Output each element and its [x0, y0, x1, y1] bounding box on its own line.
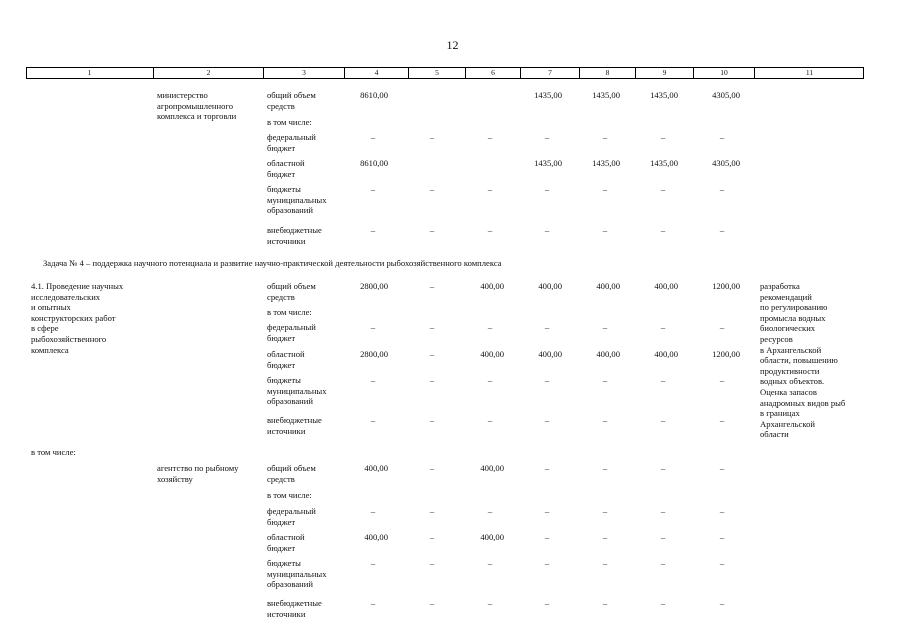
cell-c10: 1200,00	[712, 281, 740, 291]
cell-c9: 1435,00	[650, 90, 678, 100]
cell-c8: 400,00	[596, 281, 620, 291]
cell-c8: –	[602, 532, 608, 542]
measure-name: рыбохозяйственного	[31, 334, 107, 344]
measure-name: конструкторских работ	[31, 312, 116, 323]
cell-c10: –	[719, 184, 725, 194]
expected-result: Оценка запасов	[760, 387, 817, 397]
cell-c8: –	[602, 375, 608, 385]
task-title: Задача № 4 – поддержка научного потенциала и развитие научно-практической деятельности рыбохозяйственного комплекса	[43, 258, 502, 268]
executor-name: хозяйству	[157, 473, 193, 484]
measure-name: исследовательских	[31, 291, 101, 302]
cell-c7: –	[544, 463, 550, 473]
cell-c9: 1435,00	[650, 158, 678, 168]
expected-result: продуктивности	[760, 365, 820, 376]
funding-source-label: бюджеты	[267, 375, 301, 385]
funding-source-label: муниципальных	[267, 385, 327, 396]
funding-source-label: федеральный	[267, 506, 316, 516]
funding-source-label: муниципальных	[267, 194, 327, 205]
cell-c7: –	[544, 598, 550, 608]
header-col-3: 3	[263, 68, 344, 78]
cell-c10: 1200,00	[712, 349, 740, 359]
funding-source-label: источники	[267, 425, 306, 436]
cell-c9: 400,00	[654, 349, 678, 359]
header-col-10: 10	[693, 68, 754, 78]
expected-result: по регулированию	[760, 302, 828, 313]
cell-c7: –	[544, 132, 550, 142]
cell-c10: –	[719, 598, 725, 608]
funding-source-label: областной	[267, 158, 305, 168]
expected-result: области	[760, 429, 789, 440]
funding-source-label: муниципальных	[267, 568, 327, 579]
cell-c8: –	[602, 184, 608, 194]
cell-c9: –	[660, 506, 666, 516]
cell-c8: –	[602, 132, 608, 142]
cell-c7: –	[544, 532, 550, 542]
cell-c4: 8610,00	[360, 158, 388, 168]
cell-c4: 2800,00	[360, 281, 388, 291]
expected-result: рекомендаций	[760, 291, 812, 302]
cell-c7: –	[544, 322, 550, 332]
header-col-8: 8	[579, 68, 635, 78]
funding-source-label: внебюджетные	[267, 415, 322, 425]
cell-c6: –	[487, 322, 493, 332]
funding-source-label: в том числе:	[267, 490, 312, 500]
cell-c9: –	[660, 322, 666, 332]
measure-name: 4.1. Проведение научных	[31, 281, 124, 291]
expected-result: ресурсов	[760, 334, 793, 344]
cell-c4: 400,00	[364, 463, 388, 473]
cell-c7: 1435,00	[534, 158, 562, 168]
cell-c6: 400,00	[480, 349, 504, 359]
cell-c5: –	[429, 375, 435, 385]
cell-c6: –	[487, 132, 493, 142]
cell-c4: –	[370, 132, 376, 142]
funding-source-label: бюджеты	[267, 558, 301, 568]
cell-c8: –	[602, 598, 608, 608]
cell-c5: –	[429, 506, 435, 516]
expected-result: области, повышению	[760, 355, 838, 366]
funding-source-label: источники	[267, 235, 306, 246]
cell-c9: –	[660, 463, 666, 473]
cell-c5: –	[429, 349, 435, 359]
cell-c9: –	[660, 558, 666, 568]
cell-c9: –	[660, 375, 666, 385]
cell-c6: 400,00	[480, 463, 504, 473]
cell-c5: –	[429, 415, 435, 425]
funding-source-label: бюджеты	[267, 184, 301, 194]
funding-source-label: областной	[267, 532, 305, 542]
cell-c8: –	[602, 463, 608, 473]
funding-source-label: внебюджетные	[267, 225, 322, 235]
funding-source-label: федеральный	[267, 132, 316, 142]
cell-c9: –	[660, 184, 666, 194]
funding-source-label: бюджет	[267, 168, 296, 179]
cell-c10: –	[719, 506, 725, 516]
cell-c6: –	[487, 375, 493, 385]
cell-c6: –	[487, 598, 493, 608]
expected-result: анадромных видов рыб	[760, 397, 846, 408]
table-header-row	[26, 67, 864, 79]
cell-c8: –	[602, 322, 608, 332]
header-col-9: 9	[635, 68, 693, 78]
cell-c4: –	[370, 184, 376, 194]
funding-source-label: общий объем	[267, 90, 316, 100]
cell-c4: 400,00	[364, 532, 388, 542]
executor-name: агентство по рыбному	[157, 463, 239, 473]
cell-c10: 4305,00	[712, 90, 740, 100]
expected-result: Архангельской	[760, 418, 815, 429]
cell-c4: –	[370, 506, 376, 516]
header-col-11: 11	[754, 68, 864, 78]
funding-source-label: бюджет	[267, 332, 296, 343]
cell-c4: –	[370, 225, 376, 235]
funding-source-label: образований	[267, 579, 313, 590]
cell-c7: –	[544, 415, 550, 425]
cell-c7: –	[544, 184, 550, 194]
executor-name: агропромышленного	[157, 100, 233, 111]
measure-name: и опытных	[31, 302, 71, 313]
cell-c10: –	[719, 558, 725, 568]
cell-c5: –	[429, 281, 435, 291]
cell-c9: –	[660, 532, 666, 542]
cell-c9: –	[660, 132, 666, 142]
cell-c10: –	[719, 532, 725, 542]
funding-source-label: общий объем	[267, 281, 316, 291]
header-col-5: 5	[408, 68, 465, 78]
funding-source-label: федеральный	[267, 322, 316, 332]
header-col-2: 2	[153, 68, 263, 78]
expected-result: разработка	[760, 281, 800, 291]
funding-source-label: бюджет	[267, 359, 296, 370]
cell-c9: –	[660, 598, 666, 608]
expected-result: в Архангельской	[760, 344, 822, 355]
cell-c4: –	[370, 322, 376, 332]
cell-c6: 400,00	[480, 532, 504, 542]
funding-source-label: бюджет	[267, 516, 296, 527]
cell-c10: –	[719, 132, 725, 142]
cell-c10: 4305,00	[712, 158, 740, 168]
cell-c9: –	[660, 225, 666, 235]
cell-c7: 400,00	[538, 281, 562, 291]
cell-c6: –	[487, 225, 493, 235]
funding-source-label: общий объем	[267, 463, 316, 473]
page-number: 12	[446, 38, 459, 52]
cell-c8: –	[602, 225, 608, 235]
cell-c7: –	[544, 225, 550, 235]
cell-c4: 2800,00	[360, 349, 388, 359]
funding-source-label: источники	[267, 608, 306, 619]
cell-c9: –	[660, 415, 666, 425]
funding-source-label: образований	[267, 396, 313, 407]
funding-source-label: средств	[267, 291, 295, 302]
cell-c8: –	[602, 506, 608, 516]
cell-c10: –	[719, 225, 725, 235]
cell-c4: –	[370, 415, 376, 425]
cell-c4: 8610,00	[360, 90, 388, 100]
expected-result: водных объектов.	[760, 376, 825, 387]
cell-c5: –	[429, 598, 435, 608]
expected-result: промысла водных	[760, 312, 826, 323]
header-col-6: 6	[465, 68, 520, 78]
funding-source-label: бюджет	[267, 542, 296, 553]
funding-source-label: в том числе:	[267, 117, 312, 127]
cell-c10: –	[719, 322, 725, 332]
cell-c5: –	[429, 532, 435, 542]
header-col-4: 4	[344, 68, 408, 78]
measure-name: в сфере	[31, 323, 59, 334]
executor-name: комплекса и торговли	[157, 111, 237, 122]
cell-c9: 400,00	[654, 281, 678, 291]
cell-c7: 1435,00	[534, 90, 562, 100]
cell-c8: 400,00	[596, 349, 620, 359]
funding-source-label: внебюджетные	[267, 598, 322, 608]
cell-c6: –	[487, 415, 493, 425]
funding-source-label: в том числе:	[267, 307, 312, 317]
cell-c6: –	[487, 506, 493, 516]
including-label: в том числе:	[31, 447, 76, 457]
executor-name: министерство	[157, 90, 208, 100]
cell-c7: –	[544, 375, 550, 385]
cell-c5: –	[429, 463, 435, 473]
cell-c7: 400,00	[538, 349, 562, 359]
cell-c10: –	[719, 375, 725, 385]
cell-c5: –	[429, 132, 435, 142]
funding-source-label: средств	[267, 473, 295, 484]
expected-result: биологических	[760, 323, 816, 334]
cell-c5: –	[429, 322, 435, 332]
cell-c6: 400,00	[480, 281, 504, 291]
cell-c5: –	[429, 225, 435, 235]
cell-c7: –	[544, 506, 550, 516]
cell-c6: –	[487, 184, 493, 194]
cell-c8: 1435,00	[592, 90, 620, 100]
cell-c8: 1435,00	[592, 158, 620, 168]
cell-c10: –	[719, 463, 725, 473]
cell-c4: –	[370, 375, 376, 385]
cell-c5: –	[429, 558, 435, 568]
cell-c4: –	[370, 598, 376, 608]
cell-c6: –	[487, 558, 493, 568]
expected-result: в границах	[760, 408, 800, 419]
header-col-7: 7	[520, 68, 579, 78]
funding-source-label: средств	[267, 100, 295, 111]
cell-c5: –	[429, 184, 435, 194]
cell-c4: –	[370, 558, 376, 568]
funding-source-label: образований	[267, 205, 313, 216]
cell-c10: –	[719, 415, 725, 425]
funding-source-label: бюджет	[267, 142, 296, 153]
cell-c7: –	[544, 558, 550, 568]
header-col-1: 1	[87, 68, 92, 77]
cell-c8: –	[602, 558, 608, 568]
funding-source-label: областной	[267, 349, 305, 359]
measure-name: комплекса	[31, 344, 69, 355]
cell-c8: –	[602, 415, 608, 425]
